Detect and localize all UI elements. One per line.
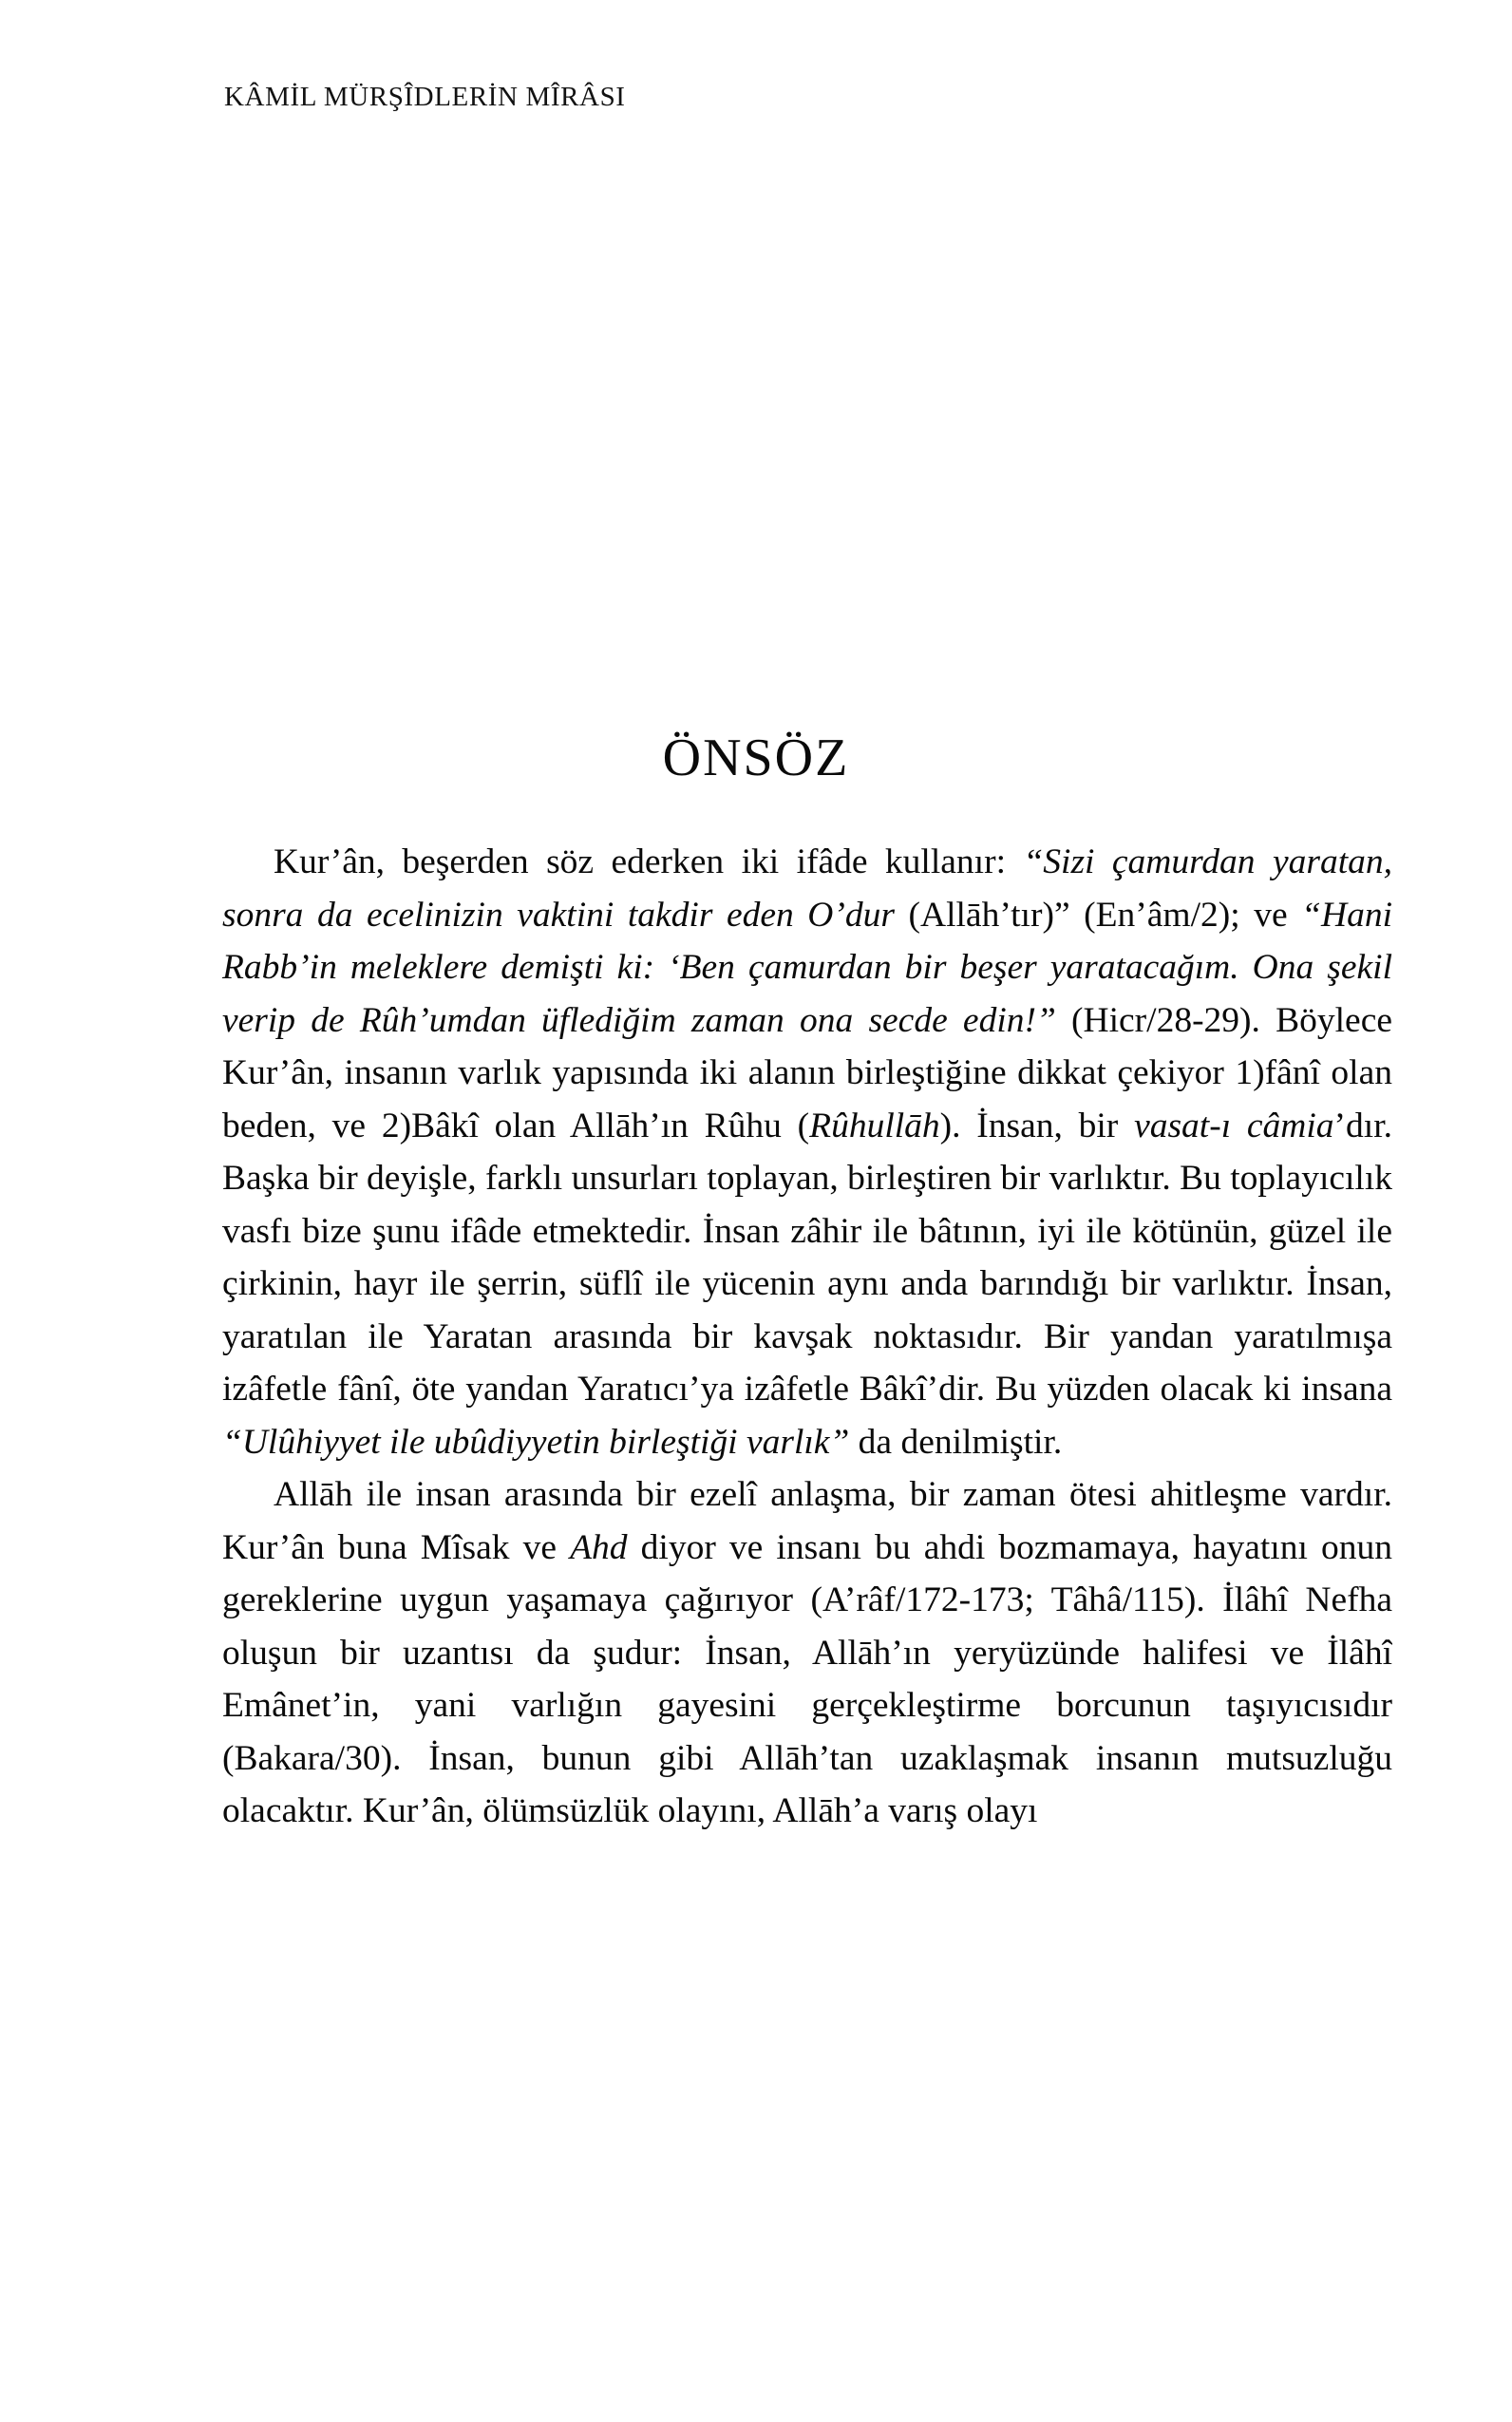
body-text: diyor ve insanı bu ahdi bozmamaya, hayatını onun gereklerine uygun yaşamaya çağırıyor (A’râf/172-173; Tâhâ/115). İlâhî Nefha oluşun bir uzantısı da şudur: İnsan, Allāh’ın yeryüzünde halifesi ve İlâhî Emânet’in, yani varlığın gayesini gerçekleştirme borcunun taşıyıcısıdır (Bakara/30). İnsan, bunun gibi Allāh’tan uzaklaşmak insanın mutsuzluğu olacaktır. Kur’ân, ölümsüzlük olayını, Allāh’a varış olayı (222, 1527, 1392, 1830)
quoted-italic-text: Rûhullāh (809, 1106, 940, 1145)
body-text: Allāh ile insan arasında bir ezelî anlaşma, bir zaman ötesi ahitleşme vardır. Kur’ân buna Mîsak ve (222, 1475, 1392, 1567)
quoted-italic-text: “Hani Rabb’in meleklere demişti ki: ‘Ben çamurdan bir beşer yaratacağım. Ona şekil verip de Rûh’umdan üflediğim zaman ona secde edin!” (222, 895, 1393, 1040)
quoted-italic-text: Ahd (570, 1527, 628, 1567)
body-text: (Hicr/28-29). Böylece Kur’ân, insanın varlık yapısında iki alanın birleştiğine dikkat çekiyor 1)fânî olan beden, ve 2)Bâkî olan Allāh’ın Rûhu ( (222, 1000, 1392, 1145)
quoted-italic-text: “Sizi çamurdan yaratan, sonra da ecelinizin vaktini takdir eden O’dur (222, 842, 1393, 935)
running-header: KÂMİL MÜRŞÎDLERİN MÎRÂSI (224, 82, 626, 112)
body-text-column (222, 836, 1392, 1838)
page-title: ÖNSÖZ (662, 728, 850, 787)
body-text: da denilmiştir. (849, 1422, 1063, 1462)
paragraph (222, 1468, 1392, 1838)
body-text: ’dır. Başka bir deyişle, farklı unsurları toplayan, birleştiren bir varlıktır. Bu toplayıcılık vasfı bize şunu ifâde etmektedir. İnsan zâhir ile bâtının, iyi ile kötünün, güzel ile çirkinin, hayr ile şerrin, süflî ile yücenin aynı anda barındığı bir varlıktır. İnsan, yaratılan ile Yaratan arasında bir kavşak noktasıdır. Bir yandan yaratılmışa izâfetle fânî, öte yandan Yaratıcı’ya izâfetle Bâkî’dir. Bu yüzden olacak ki insana (222, 1106, 1393, 1409)
quoted-italic-text: vasat-ı câmia (1134, 1106, 1334, 1145)
body-text: Kur’ân, beşerden söz ederken iki ifâde kullanır: (274, 842, 1024, 881)
paragraph (222, 836, 1392, 1468)
body-text: ). İnsan, bir (939, 1106, 1135, 1145)
body-text: (Allāh’tır)” (En’âm/2); ve (894, 895, 1302, 935)
quoted-italic-text: “Ulûhiyyet ile ubûdiyyetin birleştiği varlık” (222, 1422, 850, 1462)
